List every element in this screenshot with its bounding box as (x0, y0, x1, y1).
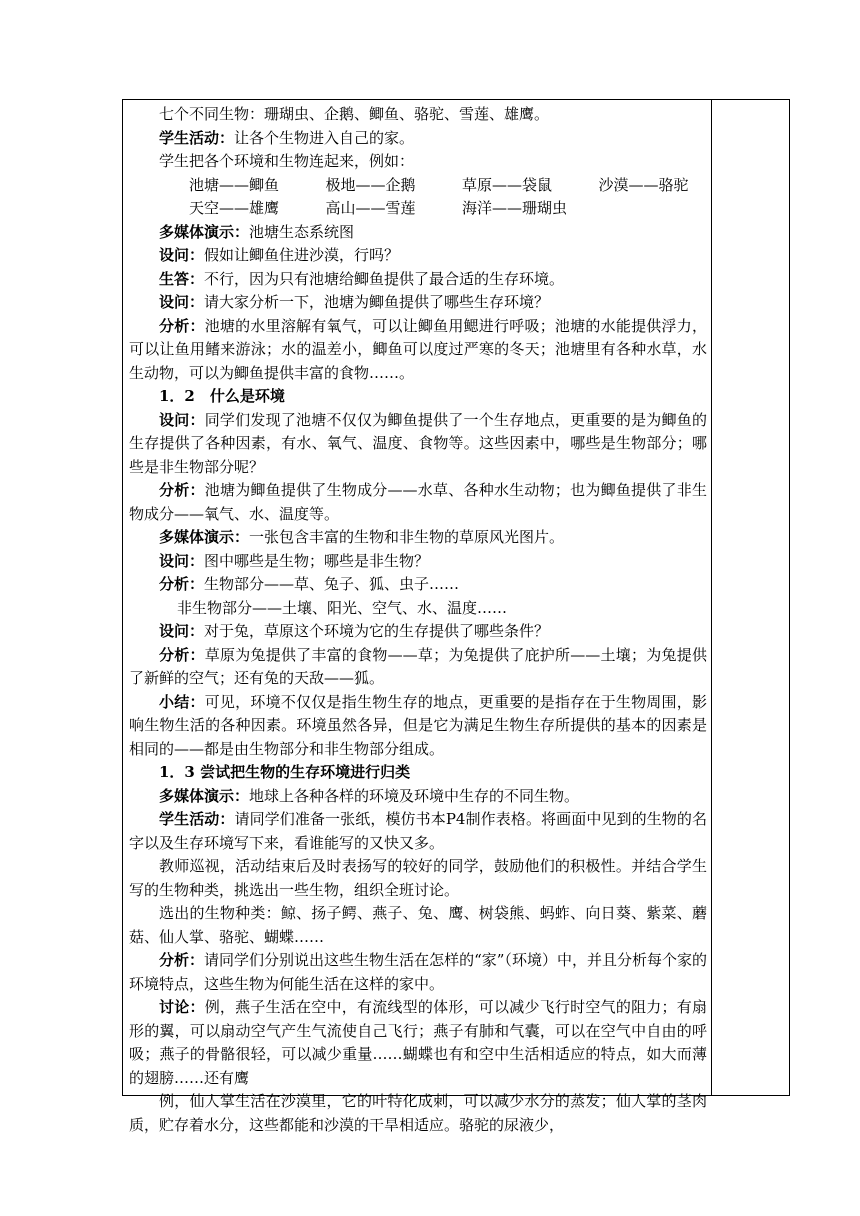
question: 设问：同学们发现了池塘不仅仅为鲫鱼提供了一个生存地点，更重要的是为鲫鱼的生存提供了各种因素，有水、氧气、温度、食物等。这些因素中，哪些是生物部分；哪些是非生物部分呢？ (129, 410, 707, 476)
question: 设问：请大家分析一下，池塘为鲫鱼提供了哪些生存环境？ (159, 293, 550, 311)
text-line: 七个不同生物：珊瑚虫、企鹅、鲫鱼、骆驼、雪莲、雄鹰。 (159, 105, 550, 123)
pair-item: 沙漠——骆驼 (598, 175, 689, 194)
analysis-continued: 非生物部分——土壤、阳光、空气、水、温度…… (177, 598, 508, 617)
analysis: 分析：池塘的水里溶解有氧气，可以让鲫鱼用鳃进行呼吸；池塘的水能提供浮力，可以让鱼用鳍来游泳；水的温差小，鲫鱼可以度过严寒的冬天；池塘里有各种水草，水生动物，可以为鲫鱼提供丰富的食物……。 (129, 316, 707, 382)
section-heading: 1．2 什么是环境 (159, 387, 285, 405)
text-paragraph: 例，仙人掌生活在沙漠里，它的叶特化成刺，可以减少水分的蒸发；仙人掌的茎肉质，贮存着水分，这些都能和沙漠的干旱相适应。骆驼的尿液少， (129, 1092, 707, 1134)
text-paragraph: 教师巡视，活动结束后及时表扬写的较好的同学，鼓励他们的积极性。并结合学生写的生物种类，挑选出一些生物，组织全班讨论。 (129, 857, 707, 899)
pair-item: 池塘——鲫鱼 (189, 175, 280, 194)
student-answer: 生答：不行，因为只有池塘给鲫鱼提供了最合适的生存环境。 (159, 269, 565, 288)
analysis: 分析：池塘为鲫鱼提供了生物成分——水草、各种水生动物；也为鲫鱼提供了非生物成分——氧气、水、温度等。 (129, 481, 707, 523)
analysis: 分析：生物部分——草、兔子、狐、虫子…… (159, 575, 460, 593)
student-activity: 学生活动：让各个生物进入自己的家。 (159, 128, 415, 147)
text-line: 学生把各个环境和生物连起来，例如： (159, 152, 415, 170)
pair-item: 海洋——珊瑚虫 (462, 199, 568, 217)
lesson-table (122, 99, 790, 1134)
column-divider (711, 100, 712, 1095)
section-heading: 1．3 尝试把生物的生存环境进行归类 (159, 763, 411, 781)
analysis: 分析：草原为兔提供了丰富的食物——草；为兔提供了庇护所——土壤；为兔提供了新鲜的空气；还有兔的天敌——狐。 (129, 645, 707, 687)
pair-item: 草原——袋鼠 (462, 175, 553, 194)
pair-item: 极地——企鹅 (325, 175, 416, 194)
discussion: 讨论：例，燕子生活在空中，有流线型的体形，可以减少飞行时空气的阻力；有扇形的翼，可以扇动空气产生气流使自己飞行；燕子有肺和气囊，可以在空气中自由的呼吸；燕子的骨骼很轻，可以减少重量……蝴蝶也有和空中生活相适应的特点，如大而薄的翅膀……还有鹰 (129, 998, 707, 1087)
multimedia-demo: 多媒体演示：池塘生态系统图 (159, 222, 355, 241)
text-paragraph: 选出的生物种类：鲸、扬子鳄、燕子、兔、鹰、树袋熊、蚂蚱、向日葵、紫菜、蘑菇、仙人掌、骆驼、蝴蝶…… (129, 904, 707, 946)
pair-item: 天空——雄鹰 (189, 199, 280, 217)
lesson-content (129, 103, 707, 1137)
question: 设问：图中哪些是生物；哪些是非生物？ (159, 551, 430, 570)
student-activity: 学生活动：请同学们准备一张纸，模仿书本P4制作表格。将画面中见到的生物的名字以及生存环境写下来，看谁能写的又快又多。 (129, 810, 707, 852)
question: 设问：对于兔，草原这个环境为它的生存提供了哪些条件？ (159, 622, 550, 640)
environment-pairs-row-1 (129, 174, 707, 198)
summary: 小结：可见，环境不仅仅是指生物生存的地点，更重要的是指存在于生物周围，影响生物生活的各种因素。环境虽然各异，但是它为满足生物生存所提供的基本的因素是相同的——都是由生物部分和非生物部分组成。 (129, 692, 707, 758)
question: 设问：假如让鲫鱼住进沙漠，行吗？ (159, 246, 400, 264)
analysis: 分析：请同学们分别说出这些生物生活在怎样的“家”（环境）中，并且分析每个家的环境特点，这些生物为何能生活在这样的家中。 (129, 951, 707, 993)
multimedia-demo: 多媒体演示：一张包含丰富的生物和非生物的草原风光图片。 (159, 528, 565, 546)
pair-item: 高山——雪莲 (325, 199, 416, 217)
multimedia-demo: 多媒体演示：地球上各种各样的环境及环境中生存的不同生物。 (159, 786, 580, 805)
environment-pairs-row-2 (129, 197, 707, 221)
